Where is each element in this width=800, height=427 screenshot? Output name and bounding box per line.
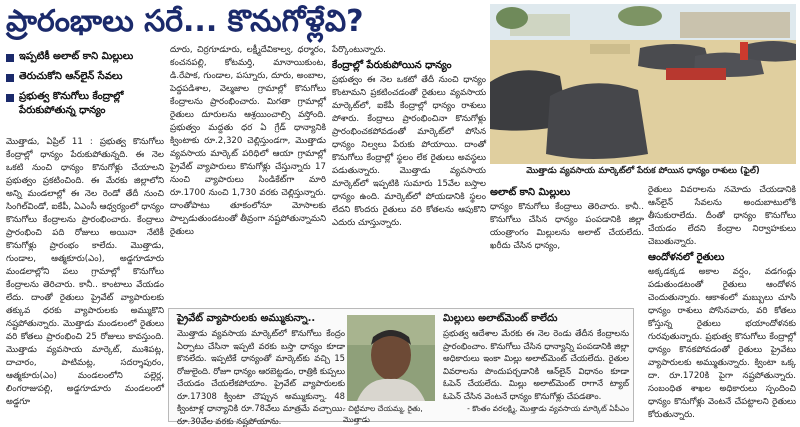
body-text: ప్రభుత్వం ఈ నెల ఒకటో తేదీ నుంచి ధాన్యం కొంటామని ప్రకటించడంతో రైతులు వ్యవసాయ మార్కెట్‌లో, ఐకేపీ కేంద్రాల్లో ధాన్యం రాశులు పోశారు. కేంద్రాలు ప్రారంభించినా కొనుగోళ్లు ప్రారంభించకపోవడంతో మార్కెట్‌లో పోసిన ధాన్యం నిల్వలు పేరుకు పోయాయి. దాంతో కొనుగోలు కేంద్రాల్లో స్థలం లేక రైతులు అవస్థలు పడుతున్నారు. మొత్తాడు వ్యవసాయ మార్కెట్‌లో ఇప్పటికి సుమారు 15వేల బస్తాల ధాన్యం ఉంది. మార్కెట్‌లో పోయడానికి స్థలం లేదని కొందరు రైతులు వరి కోతలను ఆపుకొని ఎదురు చూస్తున్నారు.	[332, 75, 486, 228]
headline: ప్రారంభాలు సరే... కొనుగోళ్లేవి?	[6, 4, 364, 39]
official-caption: - కొంతం వరలక్ష్మి, మొత్తాడు వ్యవసాయ మార్కెట్ ఏపీఎం	[467, 404, 629, 413]
square-bullet-icon	[6, 74, 14, 82]
body-text: మొత్తాడు, ఏప్రిల్ 11 : ప్రభుత్వ కొనుగోలు కేంద్రాల్లో ధాన్యం పేరుకుపోతున్నది. ఈ నెల ఒకటి నుంచి ధాన్యం కొనుగోళ్లు చేయాలని ప్రభుత్వం ప్రకటించింది. ఈ మేరకు జిల్లాలోని అన్ని మండలాల్లో ఈ నెల రెండో తేదీ నుంచి సింగిల్‌విండో, ఐకేపీ, ఏఎంసీ ఆధ్వర్యంలో ధాన్యం కొనుగోలు కేంద్రాలను ప్రారంభించారు. కేంద్రాలు ప్రారంభించి పది రోజులు అయినా నేటికీ కొనుగోళ్లు ప్రారంభం కాలేదు. మొత్తాడు, గుండాల, ఆత్మకూరు(ఎం), అడ్డగూడూరు మండలాల్లోని పలు గ్రామాల్లో కొనుగోలు కేంద్రాలను తెరిచారు. కానీ.. కాంటాలు వేయడం లేదు. దాంతో రైతులు ప్రైవేట్ వ్యాపారులకు తక్కువ ధరకు వ్యాపారులకు అమ్ముకొని నష్టపోతున్నారు. మొత్తాడు మండలంలో రైతులు వరి కోతలు ప్రారంభించి 25 రోజులు కావస్తుంది. మొత్తాడు వ్యవసాయ మార్కెట్, ముశిపట్ల, దాచారం, పాటిమట్ల, సదర్శాపురం, ఆత్మకూరు(ఎం) మండలంలోని పల్లెర్ల, లింగరాజుపల్లి, అడ్డగూడూరు మండలంలో అడ్డగూ	[6, 137, 164, 407]
grain-market-photo	[490, 4, 796, 164]
section-subhead: ఆందోళనలో రైతులు	[648, 252, 725, 263]
bullet-item	[6, 90, 164, 118]
article-column-2	[170, 44, 326, 304]
box-subhead: ప్రైవేట్ వ్యాపారులకు అమ్ముకున్నా..	[177, 313, 316, 324]
body-text: అక్కడక్కడ అకాల వర్షం, వడగండ్లు పడుతుండటంతో రైతులు ఆందోళన చెందుతున్నారు. ఆకాశంలో మబ్బులు చూసి ధాన్యం రాశులు పోసినవారు, వరి కోతలు కోస్తున్న రైతులు భయాందోళనకు గురవుతున్నారు. ప్రభుత్వ కొనుగోలు కేంద్రాల్లో ధాన్యం కొనకపోవడంతో రైతులు ప్రైవేటు వ్యాపారులకు అమ్ముతున్నారు. క్వింటా ఒక్క దా. రూ.1720కి పైగా నష్టపోతున్నారు. సంబంధిత శాఖల అధికారులు స్పందించి ధాన్యం కొనుగోళ్లు వెంటనే చేపట్టాలని రైతులు కోరుతున్నారు.	[648, 267, 796, 420]
bullet-item	[6, 70, 164, 84]
article-column-1	[6, 136, 164, 422]
body-text: రైతులు వివరాలను నమోదు చేయడానికి ఆన్‌లైన్ సేవలను అందుబాటులోకి తీసుకురాలేదు. దీంతో ధాన్యం కొనుగోలు చేయడం లేదని కేంద్రాల నిర్వాహకులు చెబుతున్నారు.	[648, 185, 796, 247]
photo-caption: మొత్తాడు వ్యవసాయ మార్కెట్‌లో పేరుక పోయిన ధాన్యం రాశులు (ఫైల్)	[526, 166, 760, 176]
body-text: ధాన్యం కొనుగోలు కేంద్రాలు తెరిచారు. కానీ.. కొనుగోలు చేసిన ధాన్యం పంపడానికి జిల్లా యంత్రాంగం మిల్లులను అలాట్ చేయలేదు. ఖరీదు చేసిన ధాన్యం,	[490, 202, 644, 251]
article-column-5	[648, 184, 796, 422]
portrait-caption: - చిట్టిమాల చేయమ్మ, రైతు, మొత్తాడు	[343, 404, 423, 424]
section-subhead: అలాట్ కాని మిల్లులు	[490, 187, 571, 198]
box-subhead: మిల్లులు అలాట్‌మెంట్ కాలేదు	[443, 313, 558, 324]
bullet-text: ప్రభుత్వ కొనుగోలు కేంద్రాల్లో పేరుకుపోతున్న ధాన్యం	[19, 91, 124, 116]
body-text: దూరు, చిర్రగూడూరు, లక్ష్మీదేవికాల్వ, ధర్మారం, కంచనపల్లి, కోటమర్తి, మానాయికుంట, డి.రేపాక, గుండాల, పస్నూరు, దూరు, అంబాల, పెద్దపడిశాల, వెల్మజాల గ్రామాల్లో కొనుగోలు కేంద్రాలను ప్రారంభించారు. మిగతా గ్రామాల్లో రైతులు దూరులను ఆశ్రయించాల్సి వస్తోంది. ప్రభుత్వం మద్దతు ధర ఏ గ్రేడ్ ధాన్యానికి క్వింటాకు రూ.2,320 చెల్లిస్తుండగా, మొత్తాడు వ్యవసాయ మార్కెట్ పరిధిలో ఆయా గ్రామాల్లో ప్రైవేట్ వ్యాపారులు కొనుగోళ్లు చేస్తున్నారు 17 నుంచి వ్యాపారులు సిండికేట్‌గా మారి రూ.1700 నుంచి 1,730 వరకు చెల్లిస్తున్నారు. దాంతోపాటు తూకంలోనూ మోసాలకు పాల్పడుతుండటంతో తీవ్రంగా నష్టపోతున్నామని రైతులు	[170, 45, 326, 237]
section-subhead: కేంద్రాల్లో పేరుకుపోయిన ధాన్యం	[332, 60, 452, 71]
body-text: పేర్కొంటున్నారు.	[332, 45, 386, 55]
farmer-portrait	[347, 315, 435, 401]
square-bullet-icon	[6, 94, 14, 102]
farmer-quote-text: మొత్తాడు వ్యవసాయ మార్కెట్‌లో కొనుగోలు కేంద్రం ఏర్పాటు చేసినా ఇప్పటి వరకు బస్తా ధాన్యం కూడా కొనలేదు. ఇప్పటికే ధాన్యంతో మార్కెట్‌కు వచ్చి 15 రోజులైంది. రోజూ ధాన్యం ఆరబెట్టడం, రాత్రికి కుప్పలు చేయడం చేయలేకపోయాం. ప్రైవేట్ వ్యాపారులకు రూ.17308 క్వింటా చొప్పున అమ్ముకున్నా. 48 క్వింటాళ్ల ధాన్యానికి రూ.78వేలు మాత్రమే వచ్చాయి. రూ.30వేల వరకు నష్టపోయాను.	[177, 328, 346, 426]
bullet-text: ఇప్పటికీ అలాట్ కాని మిల్లులు	[19, 51, 134, 62]
article-column-3	[332, 44, 486, 304]
square-bullet-icon	[6, 54, 14, 62]
official-quote-text: ప్రభుత్వ ఆదేశాల మేరకు ఈ నెల రెండు తేదీన కేంద్రాలను ప్రారంభించాం. కొనుగోలు చేసిన ధాన్యాన్ని పంపడానికి జిల్లా అధికారులు ఇంకా మిల్లు అలాట్‌మెంట్ చేయలేదు. రైతుల వివరాలను పొందుపర్చడానికి ఆన్‌లైన్ విధానం కూడా ఓపెన్ చేయలేదు. మిల్లు అలాట్‌మెంట్ రాగానే ట్యాబ్ ఓపెన్ చేసిన వెంటనే ధాన్యం కొనుగోళ్లు చేపడతాం.	[443, 328, 629, 401]
quote-box	[168, 308, 634, 426]
article-column-4	[490, 184, 644, 306]
bullet-item	[6, 50, 164, 64]
bullet-list	[6, 50, 164, 124]
bullet-text: తెరుచుకోని ఆన్‌లైన్ సేవలు	[19, 71, 123, 82]
